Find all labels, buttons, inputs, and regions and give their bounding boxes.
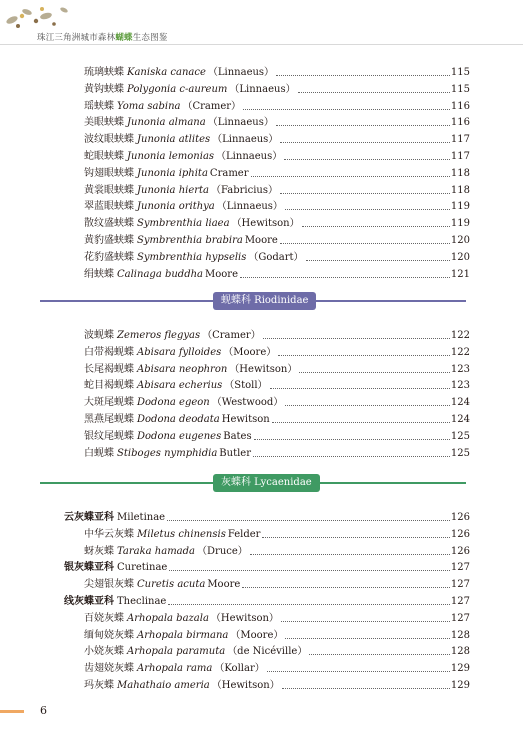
page-ref: 127 xyxy=(450,612,470,624)
toc-entry-row[interactable] xyxy=(84,626,470,642)
species-chinese-name: 钩翅眼蛱蝶 xyxy=(84,167,134,179)
toc-entry-row[interactable] xyxy=(84,248,470,264)
species-scientific-name: Dodona egeon xyxy=(137,397,210,409)
species-chinese-name: 绢蛱蝶 xyxy=(84,268,114,280)
toc-entry-row[interactable] xyxy=(84,113,470,129)
species-scientific-name: Arhopala birmana xyxy=(137,629,229,641)
species-author: Felder xyxy=(227,528,261,540)
page-ref: 116 xyxy=(450,117,470,129)
leader-dots xyxy=(263,337,450,339)
species-chinese-name: 花豹盛蛱蝶 xyxy=(84,251,134,263)
species-chinese-name: 长尾褐蚬蝶 xyxy=(84,363,134,375)
page-ref: 124 xyxy=(450,414,470,425)
species-author: （Linnaeus） xyxy=(212,134,279,146)
species-scientific-name: Polygonia c-aureum xyxy=(127,83,228,95)
toc-entry-row[interactable] xyxy=(84,575,470,591)
leader-dots xyxy=(240,276,450,278)
species-author: Hewitson xyxy=(221,414,270,425)
footer-accent-bar xyxy=(0,710,24,713)
toc-entry-row[interactable] xyxy=(84,130,470,146)
species-chinese-name: 琉璃蛱蝶 xyxy=(84,67,124,78)
species-author: Butler xyxy=(219,447,252,459)
leader-dots xyxy=(302,225,450,227)
species-scientific-name: Dodona deodata xyxy=(137,414,220,425)
species-chinese-name: 银纹尾蚬蝶 xyxy=(84,430,134,442)
species-scientific-name: Arhopala bazala xyxy=(127,612,209,624)
toc-group-row[interactable] xyxy=(64,592,470,608)
leader-dots xyxy=(299,371,450,373)
species-author: Moore xyxy=(244,235,278,246)
page-ref: 119 xyxy=(450,201,470,213)
page-ref: 120 xyxy=(450,235,470,246)
toc-entry-row[interactable] xyxy=(84,214,470,230)
page-ref: 117 xyxy=(450,151,470,162)
species-scientific-name: Arhopala paramuta xyxy=(127,646,226,658)
page-ref: 126 xyxy=(450,545,470,557)
species-author: （Linnaeus） xyxy=(229,83,296,95)
subfamily-latin-name: Curetinae xyxy=(117,562,168,574)
species-author: （Druce） xyxy=(197,545,248,557)
page-ref: 129 xyxy=(450,663,470,675)
species-chinese-name: 齿翅娆灰蝶 xyxy=(84,663,134,675)
species-author: Cramer xyxy=(209,167,249,179)
page-ref: 119 xyxy=(450,218,470,230)
page-ref: 121 xyxy=(450,268,470,280)
toc-entry-row[interactable] xyxy=(84,525,470,541)
species-chinese-name: 美眼蛱蝶 xyxy=(84,117,124,129)
leader-dots xyxy=(306,259,450,261)
leader-dots xyxy=(250,553,450,555)
page-ref: 115 xyxy=(450,83,470,95)
leader-dots xyxy=(168,603,450,605)
toc-entry-row[interactable] xyxy=(84,231,470,247)
species-scientific-name: Mahathaio ameria xyxy=(117,680,210,691)
species-author: （Kollar） xyxy=(214,663,265,675)
subfamily-name: 云灰蝶亚科 xyxy=(64,512,114,523)
toc-entry-row[interactable] xyxy=(84,181,470,197)
header-title: 珠江三角洲城市森林蝴蝶生态图鉴 xyxy=(37,33,168,43)
species-author: （Linnaeus） xyxy=(207,117,274,129)
toc-entry-row[interactable] xyxy=(84,609,470,625)
species-author: （Hewitson） xyxy=(211,680,280,691)
species-author: （Hewitson） xyxy=(210,612,279,624)
species-chinese-name: 百娆灰蝶 xyxy=(84,612,124,624)
page-number: 6 xyxy=(40,704,47,717)
species-scientific-name: Zemeros flegyas xyxy=(117,330,201,341)
leader-dots xyxy=(242,586,450,588)
species-scientific-name: Junonia hierta xyxy=(137,184,210,196)
page-ref: 122 xyxy=(450,330,470,341)
species-author: Bates xyxy=(223,430,252,442)
page-ref: 117 xyxy=(450,134,470,146)
toc-entry-row[interactable] xyxy=(84,393,470,409)
leader-dots xyxy=(281,620,450,622)
page-ref: 129 xyxy=(450,680,470,691)
leader-dots xyxy=(167,519,450,521)
species-scientific-name: Miletus chinensis xyxy=(137,528,226,540)
species-scientific-name: Abisara neophron xyxy=(137,363,228,375)
species-author: （Godart） xyxy=(248,251,304,263)
leader-dots xyxy=(284,158,450,160)
section-title-riodinidae: 蚬蝶科 Riodinidae xyxy=(213,292,316,310)
species-author: （Linnaeus） xyxy=(216,201,283,213)
leader-dots xyxy=(282,687,450,689)
species-scientific-name: Calinaga buddha xyxy=(117,268,204,280)
species-chinese-name: 黄豹盛蛱蝶 xyxy=(84,235,134,246)
species-scientific-name: Dodona eugenes xyxy=(137,430,222,442)
leader-dots xyxy=(262,536,449,538)
species-scientific-name: Junonia iphita xyxy=(137,167,208,179)
species-chinese-name: 蚜灰蝶 xyxy=(84,545,114,557)
species-author: （Stoll） xyxy=(224,380,268,392)
toc-entry-row[interactable] xyxy=(84,376,470,392)
page-ref: 125 xyxy=(450,430,470,442)
species-author: （Westwood） xyxy=(211,397,284,409)
toc-entry-row[interactable] xyxy=(84,360,470,376)
section-divider-riodinidae xyxy=(0,292,466,310)
page-ref: 128 xyxy=(450,629,470,641)
leader-dots xyxy=(309,653,450,655)
page-header xyxy=(0,0,523,48)
section-divider-lycaenidae xyxy=(0,474,466,492)
leader-dots xyxy=(280,242,450,244)
leader-dots xyxy=(285,208,450,210)
species-author: （Hewitson） xyxy=(229,363,298,375)
species-scientific-name: Arhopala rama xyxy=(137,663,213,675)
species-chinese-name: 散纹盛蛱蝶 xyxy=(84,218,134,230)
species-scientific-name: Abisara echerius xyxy=(137,380,223,392)
species-scientific-name: Stiboges nymphidia xyxy=(117,447,218,459)
page-ref: 127 xyxy=(450,596,470,607)
species-chinese-name: 波纹眼蛱蝶 xyxy=(84,134,134,146)
species-scientific-name: Kaniska canace xyxy=(127,67,206,78)
species-scientific-name: Symbrenthia hypselis xyxy=(137,251,247,263)
species-scientific-name: Symbrenthia liaea xyxy=(137,218,230,230)
species-author: （Fabricius） xyxy=(211,184,278,196)
leader-dots xyxy=(276,124,450,126)
leader-dots xyxy=(270,387,450,389)
page-ref: 122 xyxy=(450,346,470,358)
species-author: （Moore） xyxy=(230,629,284,641)
toc-entry-row[interactable] xyxy=(84,164,470,180)
species-scientific-name: Junonia almana xyxy=(127,117,206,129)
header-rule xyxy=(0,44,523,45)
page-ref: 116 xyxy=(450,100,470,112)
species-chinese-name: 大斑尾蚬蝶 xyxy=(84,397,134,409)
subfamily-name: 线灰蝶亚科 xyxy=(64,596,114,607)
species-chinese-name: 尖翅银灰蝶 xyxy=(84,579,134,591)
leader-dots xyxy=(285,637,450,639)
page-ref: 127 xyxy=(450,579,470,591)
species-author: （de Nicéville） xyxy=(227,646,308,658)
toc-entry-row[interactable] xyxy=(84,147,470,163)
page-ref: 124 xyxy=(450,397,470,409)
subfamily-latin-name: Miletinae xyxy=(117,512,166,523)
leader-dots xyxy=(253,455,450,457)
page-ref: 128 xyxy=(450,646,470,658)
page-ref: 125 xyxy=(450,447,470,459)
species-chinese-name: 翠蓝眼蛱蝶 xyxy=(84,201,134,213)
species-author: Moore xyxy=(205,268,238,280)
toc-entry-row[interactable] xyxy=(84,343,470,359)
species-scientific-name: Taraka hamada xyxy=(117,545,196,557)
butterfly-decoration xyxy=(2,2,122,32)
species-scientific-name: Symbrenthia brabira xyxy=(137,235,243,246)
toc-entry-row[interactable] xyxy=(84,427,470,443)
toc-entry-row[interactable] xyxy=(84,444,470,460)
leader-dots xyxy=(243,108,450,110)
toc-entry-row[interactable] xyxy=(84,265,470,281)
species-chinese-name: 玛灰蝶 xyxy=(84,680,114,691)
species-scientific-name: Junonia atlites xyxy=(137,134,211,146)
leader-dots xyxy=(169,569,450,571)
species-chinese-name: 小娆灰蝶 xyxy=(84,646,124,658)
species-author: （Moore） xyxy=(223,346,277,358)
subfamily-name: 银灰蝶亚科 xyxy=(64,562,114,574)
species-chinese-name: 蛇目褐蚬蝶 xyxy=(84,380,134,392)
leader-dots xyxy=(285,404,450,406)
species-chinese-name: 中华云灰蝶 xyxy=(84,528,134,540)
toc-entry-row[interactable] xyxy=(84,542,470,558)
species-chinese-name: 蛇眼蛱蝶 xyxy=(84,151,124,162)
toc-entry-row[interactable] xyxy=(84,63,470,79)
species-scientific-name: Junonia lemonias xyxy=(127,151,215,162)
toc-entry-row[interactable] xyxy=(84,326,470,342)
leader-dots xyxy=(267,670,450,672)
toc-entry-row[interactable] xyxy=(84,410,470,426)
toc-entry-row[interactable] xyxy=(84,676,470,692)
toc-entry-row[interactable] xyxy=(84,97,470,113)
species-author: （Linnaeus） xyxy=(207,67,275,78)
species-scientific-name: Yoma sabina xyxy=(117,100,181,112)
page-ref: 115 xyxy=(450,67,470,78)
species-chinese-name: 黑燕尾蚬蝶 xyxy=(84,414,134,425)
species-chinese-name: 黄钩蛱蝶 xyxy=(84,83,124,95)
toc-entry-row[interactable] xyxy=(84,197,470,213)
page-ref: 127 xyxy=(450,562,470,574)
species-chinese-name: 缅甸娆灰蝶 xyxy=(84,629,134,641)
species-chinese-name: 白带褐蚬蝶 xyxy=(84,346,134,358)
leader-dots xyxy=(278,354,450,356)
leader-dots xyxy=(254,438,450,440)
page-ref: 118 xyxy=(450,184,470,196)
leader-dots xyxy=(276,74,450,76)
leader-dots xyxy=(280,192,450,194)
species-author: （Cramer） xyxy=(202,330,261,341)
toc-entry-row[interactable] xyxy=(84,659,470,675)
section-title-lycaenidae: 灰蝶科 Lycaenidae xyxy=(213,474,320,492)
leader-dots xyxy=(280,141,450,143)
page-ref: 126 xyxy=(450,528,470,540)
page-ref: 118 xyxy=(450,167,470,179)
species-author: Moore xyxy=(207,579,241,591)
species-author: （Hewitson） xyxy=(231,218,300,230)
species-chinese-name: 白蚬蝶 xyxy=(84,447,114,459)
species-chinese-name: 波蚬蝶 xyxy=(84,330,114,341)
toc-entry-row[interactable] xyxy=(84,642,470,658)
species-scientific-name: Abisara fylloides xyxy=(137,346,222,358)
species-author: （Cramer） xyxy=(182,100,242,112)
species-scientific-name: Curetis acuta xyxy=(137,579,206,591)
page-ref: 123 xyxy=(450,363,470,375)
species-chinese-name: 瑶蛱蝶 xyxy=(84,100,114,112)
page-ref: 123 xyxy=(450,380,470,392)
toc-group-row[interactable] xyxy=(64,558,470,574)
species-author: （Linnaeus） xyxy=(216,151,283,162)
leader-dots xyxy=(251,175,450,177)
leader-dots xyxy=(272,421,450,423)
toc-entry-row[interactable] xyxy=(84,80,470,96)
toc-group-row[interactable] xyxy=(64,508,470,524)
page-ref: 126 xyxy=(450,512,470,523)
page-ref: 120 xyxy=(450,251,470,263)
species-scientific-name: Junonia orithya xyxy=(137,201,215,213)
subfamily-latin-name: Theclinae xyxy=(117,596,167,607)
leader-dots xyxy=(298,91,450,93)
species-chinese-name: 黄裳眼蛱蝶 xyxy=(84,184,134,196)
